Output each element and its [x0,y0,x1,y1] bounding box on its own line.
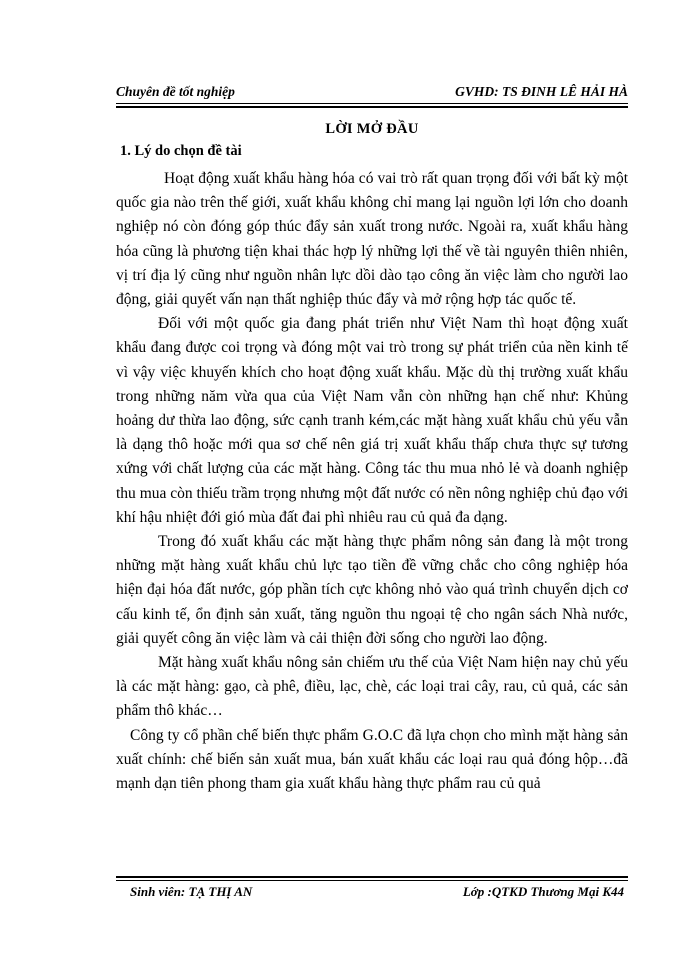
paragraph-3: Trong đó xuất khẩu các mặt hàng thực phẩm nông sản đang là một trong những mặt hàng xuất khẩu chủ lực tạo tiền đề vững chắc cho công nghiệp hóa hiện đại hóa đất nước, góp phần tích cực không nhỏ vào quá trình chuyển dịch cơ cấu kinh tế, ổn định sản xuất, tăng nguồn thu ngoại tệ cho ngân sách Nhà nước, giải quyết công ăn việc làm và cải thiện đời sống cho người lao động. [116,533,628,647]
page-footer [130,884,624,902]
body-text [116,167,628,796]
page-header [116,84,628,102]
header-rule-thin [116,103,628,104]
paragraph-4: Mặt hàng xuất khẩu nông sản chiếm ưu thế của Việt Nam hiện nay chủ yếu là các mặt hàng: gạo, cà phê, điều, lạc, chè, các loại trai cây, rau, củ quả, các sản phẩm thô khác… [116,654,628,720]
section-heading: 1. Lý do chọn đề tài [120,143,242,159]
paragraph-1: Hoạt động xuất khẩu hàng hóa có vai trò rất quan trọng đối với bất kỳ một quốc gia nào trên thế giới, xuất khẩu không chỉ mang lại nguồn lợi lớn cho doanh nghiệp nó còn đóng góp thúc đẩy sản xuất trong nước. Ngoài ra, xuất khẩu hàng hóa cũng là phương tiện khai thác hợp lý những lợi thế về tài nguyên thiên nhiên, vị trí địa lý cũng như nguồn nhân lực dồi dào tạo công ăn việc làm cho người lao động, giải quyết vấn nạn thất nghiệp thúc đẩy và mở rộng hợp tác quốc tế. [116,170,628,309]
footer-rule-thick [116,876,628,878]
footer-rule-thin [116,880,628,881]
paragraph-5: Công ty cổ phần chế biến thực phẩm G.O.C đã lựa chọn cho mình mặt hàng sản xuất chính: chế biến sản xuất mua, bán xuất khẩu các loại rau quả đóng hộp…đã mạnh dạn tiên phong tham gia xuất khẩu hàng thực phẩm rau củ quả [116,726,628,793]
footer-student: Sinh viên: TẠ THỊ AN [130,884,253,899]
footer-class: Lớp :QTKD Thương Mại K44 [462,884,624,899]
page-title: LỜI MỞ ĐẦU [325,121,419,137]
header-rule-thick [116,106,628,108]
header-advisor: GVHD: TS ĐINH LÊ HẢI HÀ [455,84,628,99]
paragraph-2: Đối với một quốc gia đang phát triển như Việt Nam thì hoạt động xuất khẩu đang được coi trọng và đóng một vai trò trong sự phát triển của nền kinh tế vì vậy việc khuyến khích cho hoạt động xuất khẩu. Mặc dù thị trường xuất khẩu trong những năm vừa qua của Việt Nam vẫn còn những hạn chế như: Khủng hoảng dư thừa lao động, sức cạnh tranh kém,các mặt hàng xuất khẩu chủ yếu vẫn là dạng thô hoặc mới qua sơ chế nên giá trị xuất khẩu thấp chưa thực sự tương xứng với chất lượng của các mặt hàng. Công tác thu mua nhỏ lẻ và doanh nghiệp thu mua còn thiếu trầm trọng nhưng một đất nước có nền nông nghiệp chủ đạo với khí hậu nhiệt đới gió mùa đất đai phì nhiêu rau củ quả đa dạng. [116,315,628,526]
header-document-type: Chuyên đề tốt nghiệp [116,84,235,99]
